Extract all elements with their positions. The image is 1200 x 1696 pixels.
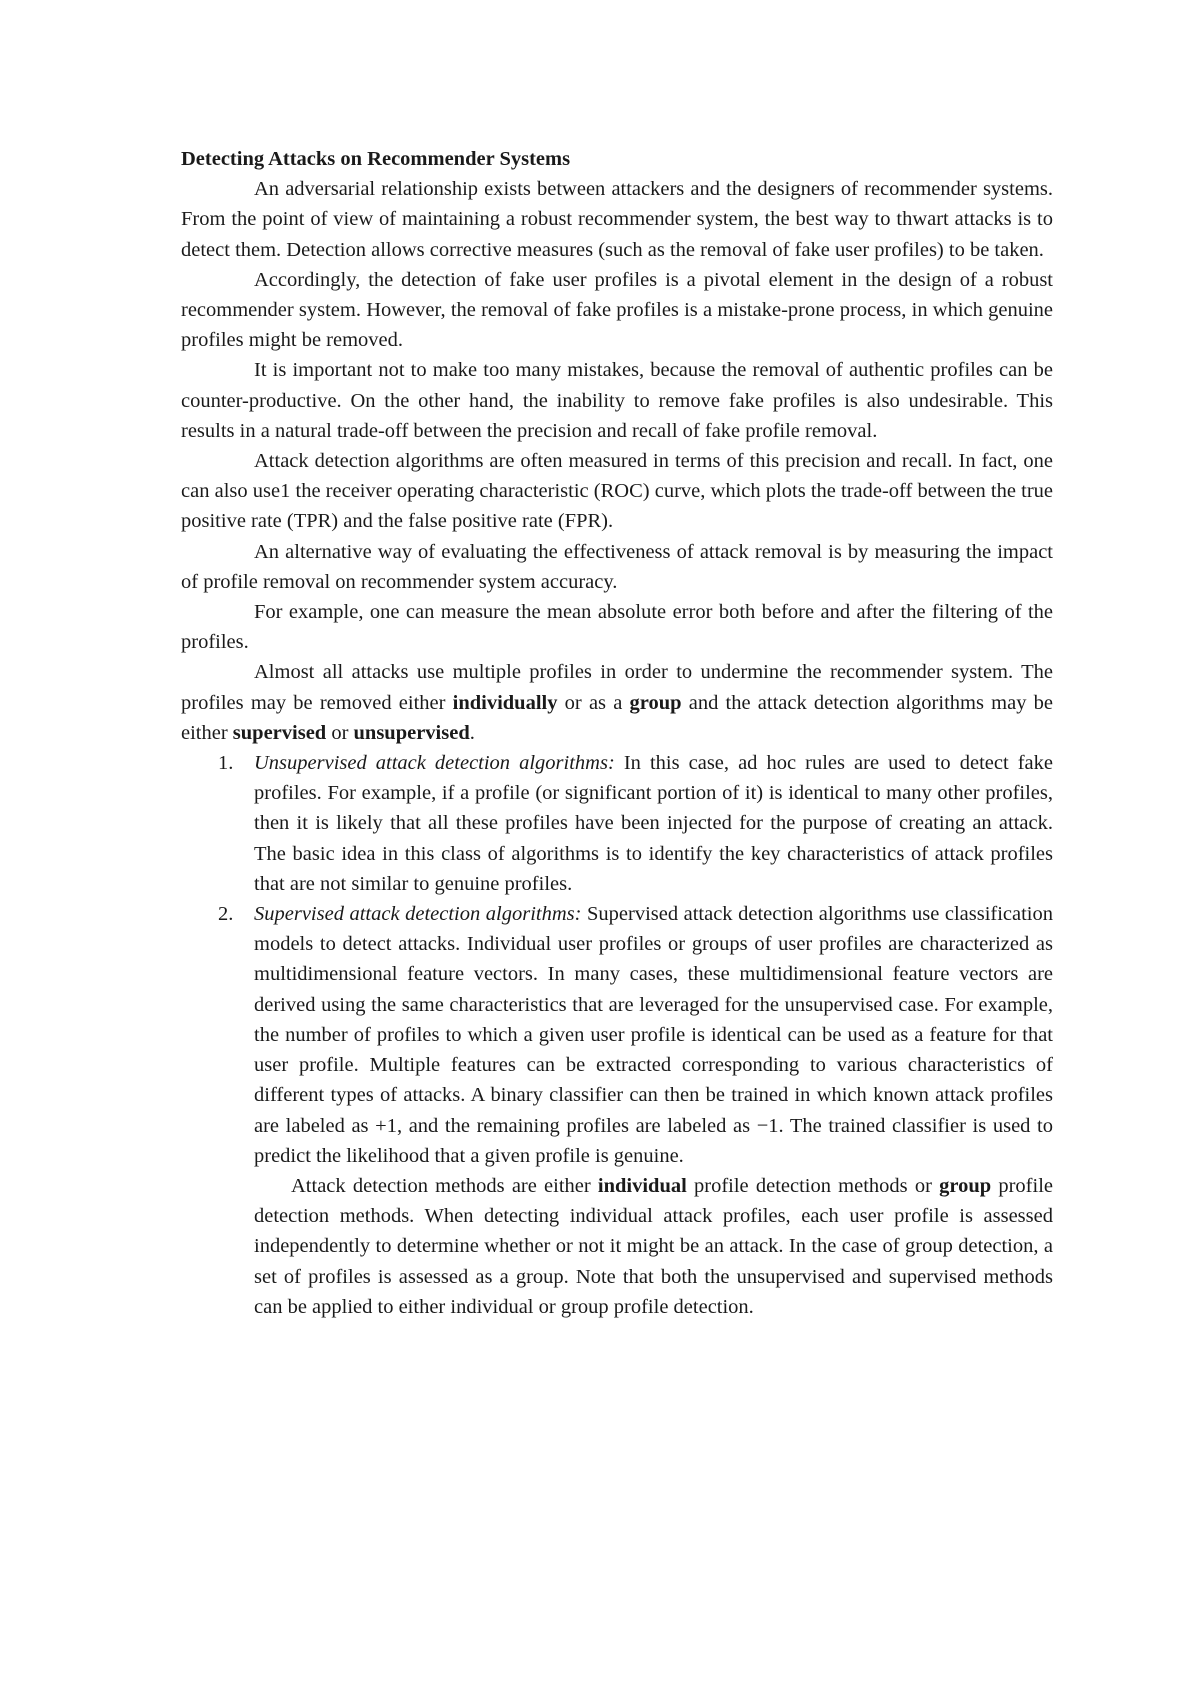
text-run: Attack detection methods are either — [291, 1174, 598, 1197]
paragraph-tradeoff: It is important not to make too many mistakes, because the removal of authentic profiles can be counter-productive. On the other hand, the inability to remove fake profiles is also undesirable. This results in a natural trade-off between the precision and recall of fake profile removal. — [181, 359, 1053, 442]
paragraph-detection-methods — [254, 1171, 1053, 1322]
paragraph-roc: Attack detection algorithms are often measured in terms of this precision and recall. In fact, one can also use1 the receiver operating characteristic (ROC) curve, which plots the trade-off between the true positive rate (TPR) and the false positive rate (FPR). — [181, 450, 1053, 533]
paragraph-detection-pivotal: Accordingly, the detection of fake user profiles is a pivotal element in the design of a robust recommender system. However, the removal of fake profiles is a mistake-prone process, in which genuine profiles might be removed. — [181, 268, 1053, 352]
list-number: 1. — [218, 752, 234, 775]
text-run: profile detection methods or — [686, 1174, 940, 1197]
paragraph-accuracy: An alternative way of evaluating the effectiveness of attack removal is by measuring the impact of profile removal on recommender system accuracy. — [181, 540, 1053, 593]
paragraph-mae: For example, one can measure the mean absolute error both before and after the filtering of the profiles. — [181, 601, 1053, 654]
paragraph-adversarial: An adversarial relationship exists between attackers and the designers of recommender systems. From the point of view of maintaining a robust recommender system, the best way to thwart attacks is to detect them. Detection allows corrective measures (such as the removal of fake user profiles) to be taken. — [181, 178, 1053, 261]
document-body — [181, 144, 1053, 1322]
text-run: or — [326, 721, 354, 744]
bold-term-group: group — [629, 691, 682, 714]
text-run: . — [469, 721, 475, 744]
bold-term-group: group — [939, 1174, 992, 1197]
bold-term-individual: individual — [597, 1174, 687, 1197]
paragraph-groups — [181, 657, 1053, 748]
text-run: Almost all attacks use multiple profiles in order to undermine the recommender system. The profiles may be removed either — [181, 661, 1053, 714]
numbered-list — [181, 748, 1053, 1171]
bold-term-individually: individually — [452, 691, 558, 714]
list-term: Supervised attack detection algorithms: — [254, 903, 582, 926]
bold-term-supervised: supervised — [232, 721, 327, 744]
text-run: and the attack detection algorithms may be either — [181, 691, 1053, 744]
list-item-supervised — [181, 899, 1053, 1171]
document-title: Detecting Attacks on Recommender Systems — [181, 148, 571, 170]
list-item-unsupervised — [181, 748, 1053, 899]
list-text: In this case, ad hoc rules are used to detect fake profiles. For example, if a profile (or significant portion of it) is identical to many other profiles, then it is likely that all these profiles have been injected for the purpose of creating an attack. The basic idea in this class of algorithms is to identify the key characteristics of attack profiles that are not similar to genuine profiles. — [254, 752, 1053, 895]
list-number: 2. — [218, 903, 234, 926]
text-run: profile detection methods. When detecting individual attack profiles, each user profile is assessed independently to determine whether or not it might be an attack. In the case of group detection, a set of profiles is assessed as a group. Note that both the unsupervised and supervised methods can be applied to either individual or group profile detection. — [254, 1174, 1053, 1318]
bold-term-unsupervised: unsupervised — [353, 721, 470, 744]
text-run: or as a — [557, 691, 630, 714]
list-term: Unsupervised attack detection algorithms: — [254, 752, 615, 775]
list-text: Supervised attack detection algorithms use classification models to detect attacks. Individual user profiles or groups of user profiles are characterized as multidimensional feature vectors. In many cases, these multidimensional feature vectors are derived using the same characteristics that are leveraged for the unsupervised case. For example, the number of profiles to which a given user profile is identical can be used as a feature for that user profile. Multiple features can be extracted corresponding to various characteristics of different types of attacks. A binary classifier can then be trained in which known attack profiles are labeled as +1, and the remaining profiles are labeled as −1. The trained classifier is used to predict the likelihood that a given profile is genuine. — [254, 903, 1053, 1167]
